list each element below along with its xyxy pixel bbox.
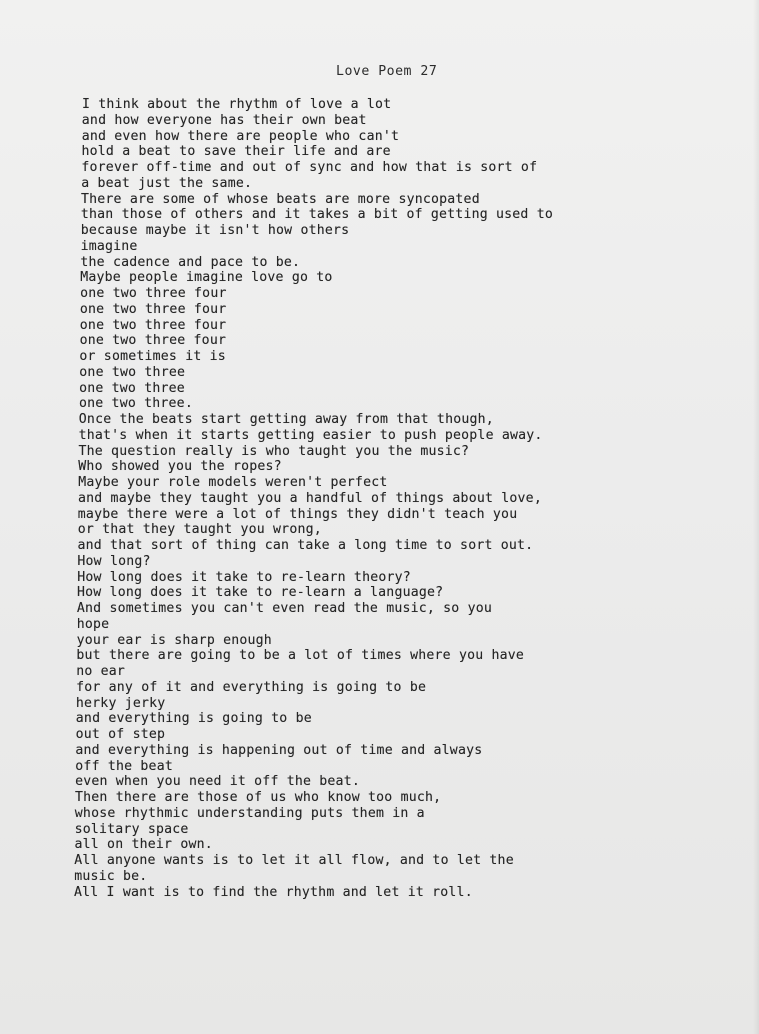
poem-line: and everything is happening out of time and always [75,742,483,758]
poem-line: one two three. [79,396,193,412]
poem-line: and maybe they taught you a handful of things about love, [78,490,542,506]
poem-line: I think about the rhythm of love a lot [82,97,392,112]
poem-line: imagine [80,238,138,254]
poem-line: your ear is sharp enough [76,632,272,648]
poem-line: Once the beats start getting away from that though, [78,412,494,427]
poem-line: even when you need it off the beat. [75,774,360,790]
poem-line: or that they taught you wrong, [77,522,322,538]
poem-line: or sometimes it is [79,349,226,364]
poem-line: than those of others and it takes a bit of getting used to [80,207,553,223]
poem-line: that's when it starts getting easier to push people away. [78,427,543,443]
poem-line: The question really is who taught you the music? [78,443,470,459]
poem-line: the cadence and pace to be. [80,254,301,270]
poem-line: And sometimes you can't even read the music, so you [76,601,493,616]
poem-line: forever off-time and out of sync and how that is sort of [81,160,538,175]
poem-line: for any of it and everything is going to be [76,679,427,695]
poem-line: and everything is going to be [75,711,312,727]
poem-line: and that sort of thing can take a long time to sort out. [77,538,534,553]
poem-line: Who showed you the ropes? [78,459,282,475]
poem-title: Love Poem 27 [336,64,438,79]
poem-line: How long does it take to re-learn theory? [77,569,411,585]
poem-line: off the beat [75,758,173,774]
poem-line: hope [76,616,110,632]
poem-line: How long does it take to re-learn a language? [77,585,444,601]
poem-line: one two three four [79,301,227,317]
poem-line: whose rhythmic understanding puts them in a [74,805,425,821]
poem-line: Maybe people imagine love go to [80,270,333,286]
poem-line: but there are going to be a lot of times where you have [76,648,525,664]
poem-line: hold a beat to save their life and are [81,144,391,160]
poem-line: and how everyone has their own beat [81,112,367,128]
poem-line: because maybe it isn't how others [80,223,350,238]
poem-line: one two three [79,364,186,380]
poem-line: one two three four [79,333,227,349]
poem-line: all on their own. [74,837,213,853]
poem-line: music be. [74,868,148,884]
poem-line: solitary space [74,821,189,837]
poem-line: There are some of whose beats are more syncopated [81,191,480,207]
poem-line: one two three four [80,286,227,301]
poem-line: one two three four [79,317,227,333]
poem-line: Maybe your role models weren't perfect [78,475,388,490]
poem-line: All anyone wants is to let it all flow, and to let the [74,853,514,868]
poem-body [0,97,759,927]
poem-line: out of step [75,727,166,742]
poem-line: All I want is to find the rhythm and let it roll. [74,884,473,900]
poem-line: and even how there are people who can't [81,128,400,144]
poem-line: herky jerky [75,695,166,711]
poem-line: maybe there were a lot of things they didn't teach you [77,506,518,522]
poem-line: no ear [76,664,126,679]
poem-line: a beat just the same. [81,175,253,191]
poem-line: one two three [79,380,185,396]
poem-line: How long? [77,553,151,569]
poem-line: Then there are those of us who know too much, [75,790,442,805]
